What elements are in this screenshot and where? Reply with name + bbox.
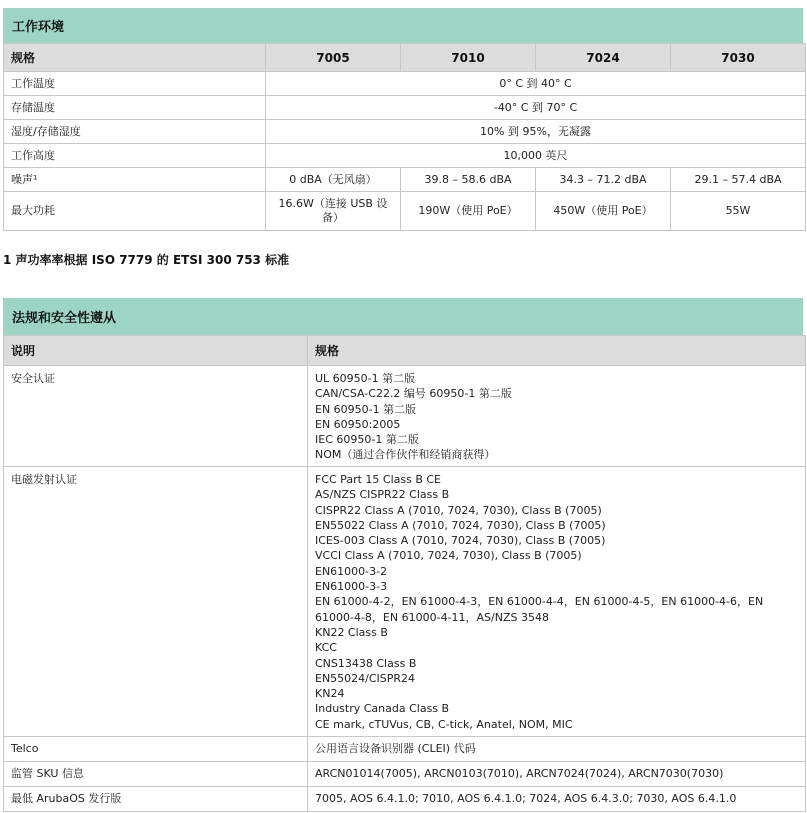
row-label: 存储温度 [4,96,266,120]
table-header-row [4,44,806,72]
row-value: 10,000 英尺 [266,144,806,168]
spec-line: UL 60950-1 第二版 [315,372,416,385]
table-row [4,96,806,120]
header-model: 7030 [671,44,806,72]
spec-line: CE mark, cTUVus, CB, C-tick, Anatel, NOM, MIC [315,717,573,731]
row-value: 0° C 到 40° C [266,72,806,96]
row-spec-list [308,467,806,737]
row-label: 电磁发射认证 [4,467,308,737]
row-spec-list [308,366,806,467]
spec-line: KN24 [315,687,345,701]
spec-line: CNS13438 Class B [315,656,417,670]
spec-line: EN55024/CISPR24 [315,671,416,685]
table-row [4,120,806,144]
spec-line: NOM（通过合作伙伴和经销商获得） [315,448,496,462]
header-model: 7005 [266,44,401,72]
row-label: 噪声¹ [4,168,266,192]
header-spec: 规格 [4,44,266,72]
spec-line: Industry Canada Class B [315,702,450,716]
spec-line: 公用语言设备识别器 (CLEI) 代码 [315,742,476,756]
spec-line: ICES-003 Class A (7010, 7024, 7030), Class B (7005) [315,534,606,548]
section-title-operating-environment [3,8,803,43]
table-row [4,467,806,737]
spec-line: EN61000-3-2 [315,564,388,578]
row-spec-list [308,737,806,762]
table-row-power [4,192,806,231]
spec-line: 7005, AOS 6.4.1.0; 7010, AOS 6.4.1.0; 7024, AOS 6.4.3.0; 7030, AOS 6.4.1.0 [315,792,737,806]
section-title-text: 工作环境 [12,20,65,35]
table-row-noise [4,168,806,192]
spec-line: EN61000-3-3 [315,580,388,594]
row-label: Telco [4,737,308,762]
spec-line: EN 60950:2005 [315,417,401,431]
operating-environment-table [3,43,806,231]
spec-line: FCC Part 15 Class B CE [315,473,442,486]
header-spec: 规格 [308,336,806,366]
power-value: 16.6W（连接 USB 设备） [266,192,401,231]
spec-line: IEC 60950-1 第二版 [315,433,419,447]
spec-line: ARCN01014(7005), ARCN0103(7010), ARCN7024(7024), ARCN7030(7030) [315,767,724,781]
row-label: 最大功耗 [4,192,266,231]
header-description: 说明 [4,336,308,366]
power-value: 190W（使用 PoE） [401,192,536,231]
header-model: 7010 [401,44,536,72]
spec-line: CISPR22 Class A (7010, 7024, 7030), Class B (7005) [315,503,602,517]
table-row [4,787,806,812]
spec-line: CAN/CSA-C22.2 编号 60950-1 第二版 [315,387,512,401]
regulatory-table [3,335,806,812]
row-value: -40° C 到 70° C [266,96,806,120]
section-title-text: 法规和安全性遵从 [12,311,117,326]
row-label: 湿度/存储湿度 [4,120,266,144]
row-label: 监管 SKU 信息 [4,762,308,787]
footnote: 1 声功率率根据 ISO 7779 的 ETSI 300 753 标准 [3,253,290,267]
table-row [4,72,806,96]
row-label: 最低 ArubaOS 发行版 [4,787,308,812]
spec-line: KCC [315,641,337,655]
power-value: 450W（使用 PoE） [536,192,671,231]
noise-value: 29.1 – 57.4 dBA [671,168,806,192]
table-row [4,737,806,762]
spec-line: KN22 Class B [315,625,388,639]
header-model: 7024 [536,44,671,72]
table-header-row [4,336,806,366]
noise-value: 34.3 – 71.2 dBA [536,168,671,192]
noise-value: 39.8 – 58.6 dBA [401,168,536,192]
noise-value: 0 dBA（无风扇） [266,168,401,192]
row-spec-list [308,787,806,812]
row-label: 工作高度 [4,144,266,168]
spec-line: VCCI Class A (7010, 7024, 7030), Class B (7005) [315,549,582,563]
spec-line: EN 61000-4-2，EN 61000-4-3，EN 61000-4-4，EN 61000-4-5，EN 61000-4-6，EN 61000-4-8，EN 61000-4-11，AS/NZS 3548 [315,595,764,624]
row-label: 安全认证 [4,366,308,467]
row-value: 10% 到 95%，无凝露 [266,120,806,144]
spec-line: AS/NZS CISPR22 Class B [315,488,450,502]
row-spec-list [308,762,806,787]
spec-line: EN55022 Class A (7010, 7024, 7030), Class B (7005) [315,518,606,532]
power-value: 55W [671,192,806,231]
spec-line: EN 60950-1 第二版 [315,402,417,416]
table-row [4,366,806,467]
row-label: 工作温度 [4,72,266,96]
section-title-regulatory [3,298,803,335]
table-row [4,762,806,787]
table-row [4,144,806,168]
